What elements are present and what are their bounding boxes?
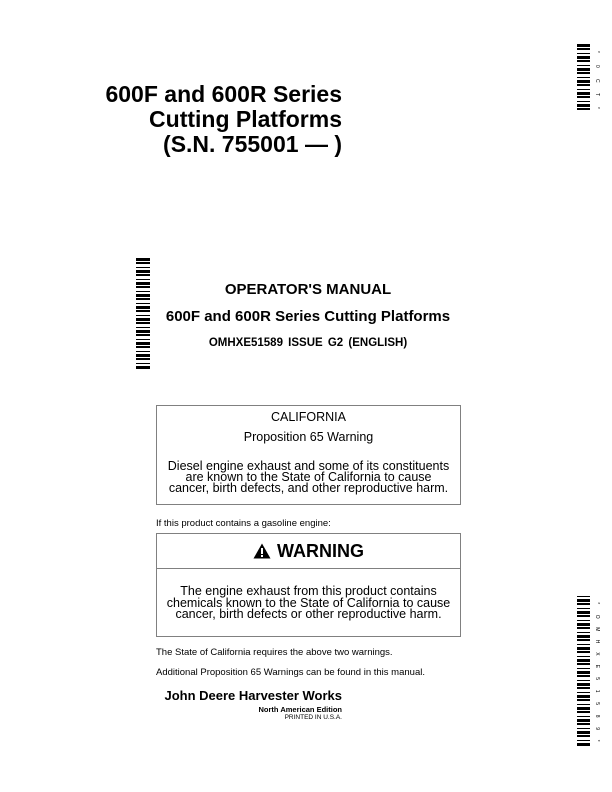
publisher-name: John Deere Harvester Works	[164, 688, 342, 703]
barcode-bottom-right	[577, 596, 600, 746]
barcode-left	[136, 258, 150, 370]
barcode-char: 8	[594, 714, 600, 718]
publisher-printed: PRINTED IN U.S.A.	[284, 714, 342, 721]
document-title	[105, 82, 342, 157]
barcode-char: H	[594, 639, 600, 644]
barcode-char: T	[594, 93, 600, 97]
footer-note-2: Additional Proposition 65 Warnings can be found in this manual.	[156, 667, 425, 678]
gasoline-note: If this product contains a gasoline engine:	[156, 518, 331, 529]
manual-heading: OPERATOR'S MANUAL	[224, 281, 392, 298]
title-line-2: Cutting Platforms	[149, 106, 342, 132]
publisher-edition: North American Edition	[258, 705, 342, 714]
warning-header	[157, 534, 460, 569]
warning-box	[156, 533, 461, 637]
warning-text: The engine exhaust from this product contains chemicals known to the State of California to cause cancer, birth defects or other reproductive harm.	[166, 584, 451, 621]
barcode-char: *	[594, 107, 600, 109]
barcode-char: 5	[594, 677, 600, 681]
barcode-char: X	[594, 652, 600, 656]
barcode-char: C	[594, 79, 600, 83]
warning-triangle-icon	[253, 543, 271, 559]
publisher-block	[164, 688, 342, 722]
title-line-3: (S.N. 755001 — )	[163, 131, 342, 157]
barcode-char: *	[594, 51, 600, 53]
manual-code: OMHXE51589 ISSUE G2 (ENGLISH)	[208, 337, 408, 349]
warning-heading: WARNING	[277, 540, 364, 561]
california-warning-box	[156, 405, 461, 505]
barcode-char: O	[594, 614, 600, 619]
barcode-char: M	[594, 627, 600, 632]
california-text: Diesel engine exhaust and some of its constituents are known to the State of California to cause cancer, birth defects, and other reproductive harm.	[167, 459, 450, 495]
barcode-char: *	[594, 602, 600, 605]
manual-heading-block	[150, 281, 466, 350]
barcode-char: 0	[594, 65, 600, 68]
california-subtitle: Proposition 65 Warning	[243, 430, 374, 444]
barcode-char: E	[594, 664, 600, 669]
barcode-char: 1	[594, 689, 600, 693]
california-title: CALIFORNIA	[270, 410, 346, 424]
footer-note-1: The State of California requires the above two warnings.	[156, 647, 393, 658]
barcode-char: *	[594, 739, 600, 742]
barcode-char: 5	[594, 702, 600, 706]
title-line-1: 600F and 600R Series	[105, 81, 342, 107]
barcode-top-right	[577, 44, 600, 114]
barcode-char: 9	[594, 727, 600, 731]
manual-subtitle: 600F and 600R Series Cutting Platforms	[165, 308, 451, 325]
